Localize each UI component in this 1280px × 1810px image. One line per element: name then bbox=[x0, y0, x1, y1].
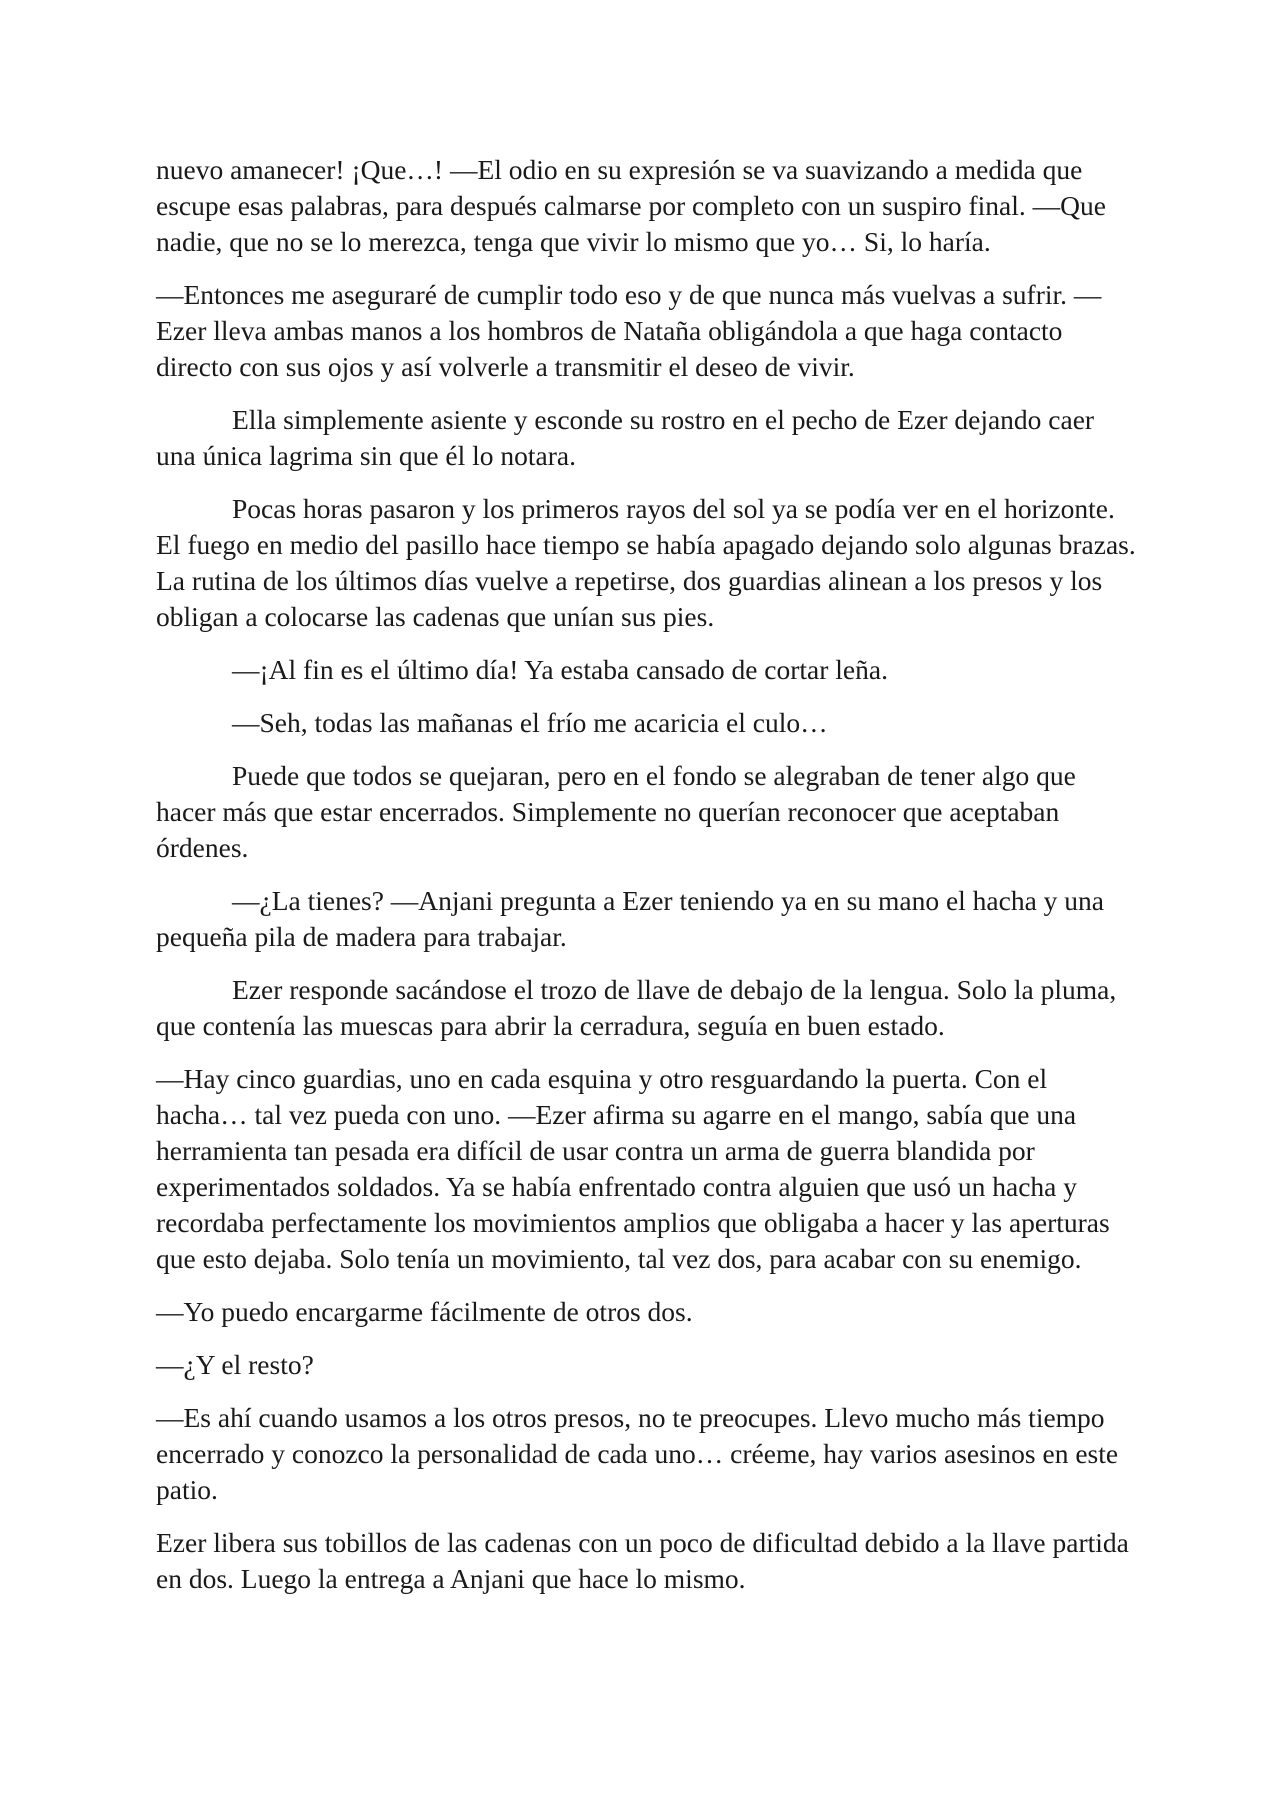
paragraph-5: —¡Al fin es el último día! Ya estaba cansado de cortar leña. bbox=[232, 654, 888, 685]
paragraph-1: nuevo amanecer! ¡Que…! —El odio en su expresión se va suavizando a medida que escupe esas palabras, para después calmarse por completo con un suspiro final. —Que nadie, que no se lo merezca, tenga que vivir lo mismo que yo… Si, lo haría. bbox=[156, 154, 1106, 257]
paragraph-12: —¿Y el resto? bbox=[156, 1349, 314, 1380]
paragraph-8: —¿La tienes? —Anjani pregunta a Ezer teniendo ya en su mano el hacha y una pequeña pila de madera para trabajar. bbox=[156, 885, 1105, 952]
paragraph-7: Puede que todos se quejaran, pero en el fondo se alegraban de tener algo que hacer más que estar encerrados. Simplemente no querían reconocer que aceptaban órdenes. bbox=[156, 760, 1076, 863]
paragraph-11: —Yo puedo encargarme fácilmente de otros dos. bbox=[156, 1296, 693, 1327]
paragraph-14: Ezer libera sus tobillos de las cadenas con un poco de dificultad debido a la llave partida en dos. Luego la entrega a Anjani que hace lo mismo. bbox=[156, 1527, 1129, 1594]
paragraph-10: —Hay cinco guardias, uno en cada esquina y otro resguardando la puerta. Con el hacha… tal vez pueda con uno. —Ezer afirma su agarre en el mango, sabía que una herramienta tan pesada era difícil de usar contra un arma de guerra blandida por experimentados soldados. Ya se había enfrentado contra alguien que usó un hacha y recordaba perfectamente los movimientos amplios que obligaba a hacer y las aperturas que esto dejaba. Solo tenía un movimiento, tal vez dos, para acabar con su enemigo. bbox=[156, 1063, 1110, 1274]
paragraph-9: Ezer responde sacándose el trozo de llave de debajo de la lengua. Solo la pluma, que contenía las muescas para abrir la cerradura, seguía en buen estado. bbox=[156, 974, 1117, 1041]
body-text bbox=[156, 152, 1136, 1614]
paragraph-3: Ella simplemente asiente y esconde su rostro en el pecho de Ezer dejando caer una única lagrima sin que él lo notara. bbox=[156, 404, 1095, 471]
paragraph-2: —Entonces me aseguraré de cumplir todo eso y de que nunca más vuelvas a sufrir. —Ezer lleva ambas manos a los hombros de Nataña obligándola a que haga contacto directo con sus ojos y así volverle a transmitir el deseo de vivir. bbox=[156, 279, 1102, 382]
paragraph-4: Pocas horas pasaron y los primeros rayos del sol ya se podía ver en el horizonte. El fuego en medio del pasillo hace tiempo se había apagado dejando solo algunas brazas. La rutina de los últimos días vuelve a repetirse, dos guardias alinean a los presos y los obligan a colocarse las cadenas que unían sus pies. bbox=[156, 493, 1136, 632]
paragraph-13: —Es ahí cuando usamos a los otros presos, no te preocupes. Llevo mucho más tiempo encerrado y conozco la personalidad de cada uno… créeme, hay varios asesinos en este patio. bbox=[156, 1402, 1119, 1505]
paragraph-6: —Seh, todas las mañanas el frío me acaricia el culo… bbox=[232, 707, 828, 738]
